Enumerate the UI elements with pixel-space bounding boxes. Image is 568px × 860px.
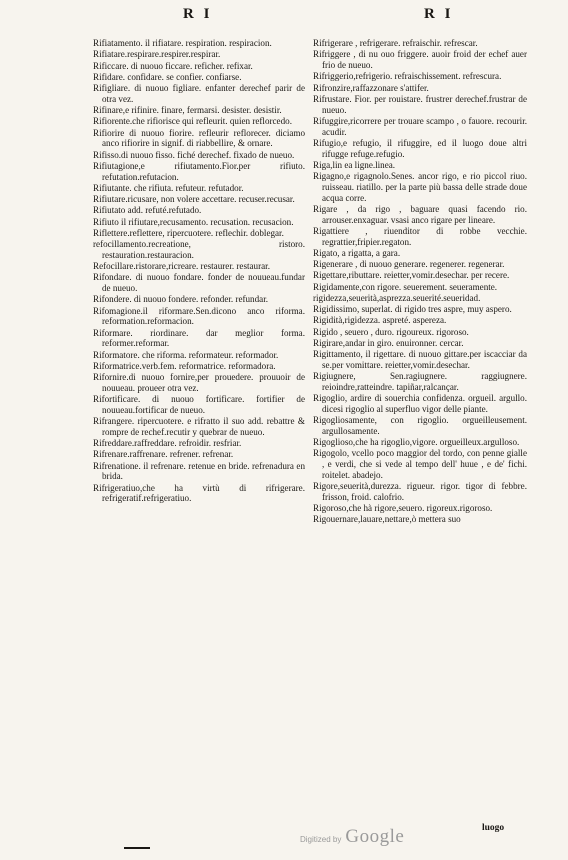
- dictionary-entry: Rifriggere , di nu ouo friggere. auoir froid der echef auer frio de nueuo.: [313, 49, 527, 70]
- dictionary-entry: refocillamento.recreatione, ristoro. restauration.restauracion.: [93, 239, 305, 260]
- dictionary-entry: Rigogolo, vcello poco maggior del tordo, con penne gialle , e verdi, che si vede al tempo dell' huue , e de' fichi. roitelet. abadejo.: [313, 448, 527, 480]
- dictionary-entry: Rifisso.di nuouo fisso. fiché derechef. fixado de nueuo.: [93, 149, 295, 160]
- dictionary-entry: Rificcare. di nuouo ficcare. reficher. refixar.: [93, 60, 253, 71]
- running-head-left: R I: [183, 6, 213, 22]
- dictionary-entry: Rigidità,rigidezza. aspreté. aspereza.: [313, 315, 447, 326]
- dictionary-entry: Rigoglioso,che ha rigoglio,vigore. orgueilleux.argulloso.: [313, 437, 520, 447]
- dictionary-entry: Rifiorire di nuouo fiorire. refleurir reflorecer. diciamo anco rifiorire in signif. di riabbellire, & ornare.: [93, 127, 305, 149]
- bottom-rule: [124, 847, 150, 849]
- dictionary-entry: Rifinare,e rifinire. finare, fermarsi. desister. desistir.: [93, 105, 282, 115]
- dictionary-entry: Rigiugnere, Sen.ragiugnere. raggiugnere. reioindre,ratteindre. tapiñar,ralcançar.: [313, 371, 527, 392]
- catchword: luogo: [482, 823, 505, 833]
- dictionary-entry: rigidezza,seuerità,asprezza.seuerité.seueridad.: [313, 292, 481, 303]
- dictionary-entry: Rifrangere. ripercuotere. e rifratto il suo add. rebattre & rompre de rechef.recutir y quebrar de nueuo.: [93, 416, 305, 437]
- dictionary-entry: Rifuggire,ricorrere per trouare scampo , o fauore. recourir. acudir.: [313, 115, 527, 137]
- dictionary-entry: Rigato, a rigatta, a gara.: [313, 247, 401, 258]
- dictionary-entry: Rigattiere , riuenditor di robbe vecchie. regrattier,fripier.regaton.: [313, 225, 527, 247]
- dictionary-entry: Rifiutante. che rifiuta. refuteur. refutador.: [93, 182, 244, 193]
- digitized-prefix: Digitized by: [300, 835, 342, 844]
- dictionary-entry: Rifronzire,raffazzonare s'attifer.: [313, 82, 429, 93]
- dictionary-entry: Refocillare.ristorare,ricreare. restaurer. restaurar.: [93, 261, 270, 271]
- dictionary-entry: Rifiutato add. refuté.refutado.: [93, 205, 202, 216]
- dictionary-entry: Rifornire.di nuouo fornire,per prouedere. prouuoir de nouueau. proueer otra vez.: [93, 372, 305, 393]
- dictionary-entry: Rigoglio, ardire di souerchia confidenza. orgueil. argullo. dicesi rigoglio al superfluo vigor delle piante.: [313, 393, 527, 414]
- dictionary-entry: Rifrenatione. il refrenare. retenue en bride. refrenadura en brida.: [93, 460, 305, 482]
- dictionary-entry: Rigidissimo, superlat. di rigido tres aspre, muy aspero.: [313, 304, 512, 314]
- dictionary-entry: Rifiatare.respirare.respirer.respirar.: [93, 49, 221, 60]
- dictionary-entry: Rigare , da rigo , baguare quasi facendo rio. arrouser.enxaguar. vsasi anco rigare per lineare.: [313, 203, 527, 225]
- dictionary-entry: Rigidamente,con rigore. seuerement. seueramente.: [313, 281, 498, 292]
- dictionary-entry: Rigirare,andar in giro. enuironner. cercar.: [313, 337, 464, 348]
- dictionary-entry: Rifomagione.il riformare.Sen.dicono anco riforma. reformation.reformacion.: [93, 305, 305, 327]
- dictionary-entry: Rifrenare.raffrenare. refrener. refrenar.: [93, 449, 234, 460]
- dictionary-entry: Riformare. riordinare. dar meglior forma. reformer.reformar.: [93, 327, 305, 349]
- dictionary-entry: Rifondare. di nuouo fondare. fonder de nouueau.fundar de nueuo.: [93, 272, 305, 293]
- dictionary-entry: Rifriggerio,refrigerio. refraischissement. refrescura.: [313, 71, 502, 82]
- dictionary-entry: Rifreddare.raffreddare. refroidir. resfriar.: [93, 438, 242, 448]
- dictionary-entry: Rigoroso,che hà rigore,seuero. rigoreux.rigoroso.: [313, 503, 493, 513]
- dictionary-entry: Riflettere.reflettere, ripercuotere. reflechir. doblegar.: [93, 227, 284, 238]
- dictionary-entry: Rifigliare. di nuouo figliare. enfanter derechef parir de otra vez.: [93, 83, 305, 104]
- dictionary-entry: Riga,lin ea ligne.linea.: [313, 159, 396, 170]
- dictionary-entry: Rigenerare , di nuouo generare. regenerer. regenerar.: [313, 259, 505, 269]
- dictionary-entry: Rifrigeratiuo,che ha virtù di rifrigerare. refrigeratif.refrigeratiuo.: [93, 482, 305, 504]
- dictionary-entry: Riformatrice.verb.fem. reformatrice. reformadora.: [93, 360, 276, 371]
- dictionary-entry: Rigouernare,lauare,nettare,ò mettera suo: [313, 514, 461, 525]
- dictionary-entry: Rigittamento, il rigettare. di nuouo gittare.per iscacciar da se.per vomittare. reietter,vomir.desechar.: [313, 349, 527, 370]
- dictionary-entry: Rigettare,ributtare. reietter,vomir.desechar. per recere.: [313, 270, 510, 281]
- dictionary-column-left: [93, 38, 305, 505]
- dictionary-entry: Rigore,seuerità,durezza. rigueur. rigor. tigor di febbre. frisson, froid. calofrio.: [313, 481, 527, 502]
- dictionary-entry: Rigogliosamente, con rigoglio. orgueilleusement. argullosamente.: [313, 415, 527, 436]
- google-logo: Google: [345, 826, 405, 847]
- running-head-right: R I: [424, 6, 454, 22]
- dictionary-entry: Riformatore. che riforma. reformateur. reformador.: [93, 349, 279, 360]
- dictionary-entry: Rifiuto il rifiutare,recusamento. recusation. recusacion.: [93, 216, 294, 227]
- dictionary-entry: Rifrigerare , refrigerare. refraischir. refrescar.: [313, 38, 478, 48]
- dictionary-entry: Rifugio,e refugio, il rifuggire, ed il luogo doue altri rifugge refuge.refugio.: [313, 137, 527, 159]
- dictionary-entry: Rifiutare.ricusare, non volere accettare. recuser.recusar.: [93, 194, 295, 204]
- dictionary-entry: Rigido , seuero , duro. rigoureux. rigoroso.: [313, 326, 469, 337]
- dictionary-entry: Rifidare. confidare. se confier. confiarse.: [93, 71, 242, 82]
- dictionary-column-right: [313, 38, 527, 526]
- dictionary-entry: Rifiatamento. il rifiatare. respiration. respiracion.: [93, 38, 272, 48]
- dictionary-entry: Rifiutagione,e rifiutamento.Fior.per rifiuto. refutation.refutacion.: [93, 160, 305, 182]
- dictionary-entry: Rifortificare. di nuouo fortificare. fortifier de nouueau.fortificar de nueuo.: [93, 394, 305, 415]
- dictionary-entry: Rifrustare. Fior. per rouistare. frustrer derechef.frustrar de nueuo.: [313, 93, 527, 115]
- dictionary-entry: Rifiorente.che rifiorisce qui refleurit. quien reflorcedo.: [93, 116, 292, 127]
- digitized-watermark: [300, 826, 404, 848]
- dictionary-entry: Rigagno,e rigagnolo.Senes. ancor rigo, e rio piccol riuo. ruisseau. riatillo. per la parte più bassa delle strade doue acqua corre.: [313, 171, 527, 203]
- dictionary-entry: Rifondere. di nuouo fondere. refonder. refundar.: [93, 294, 268, 305]
